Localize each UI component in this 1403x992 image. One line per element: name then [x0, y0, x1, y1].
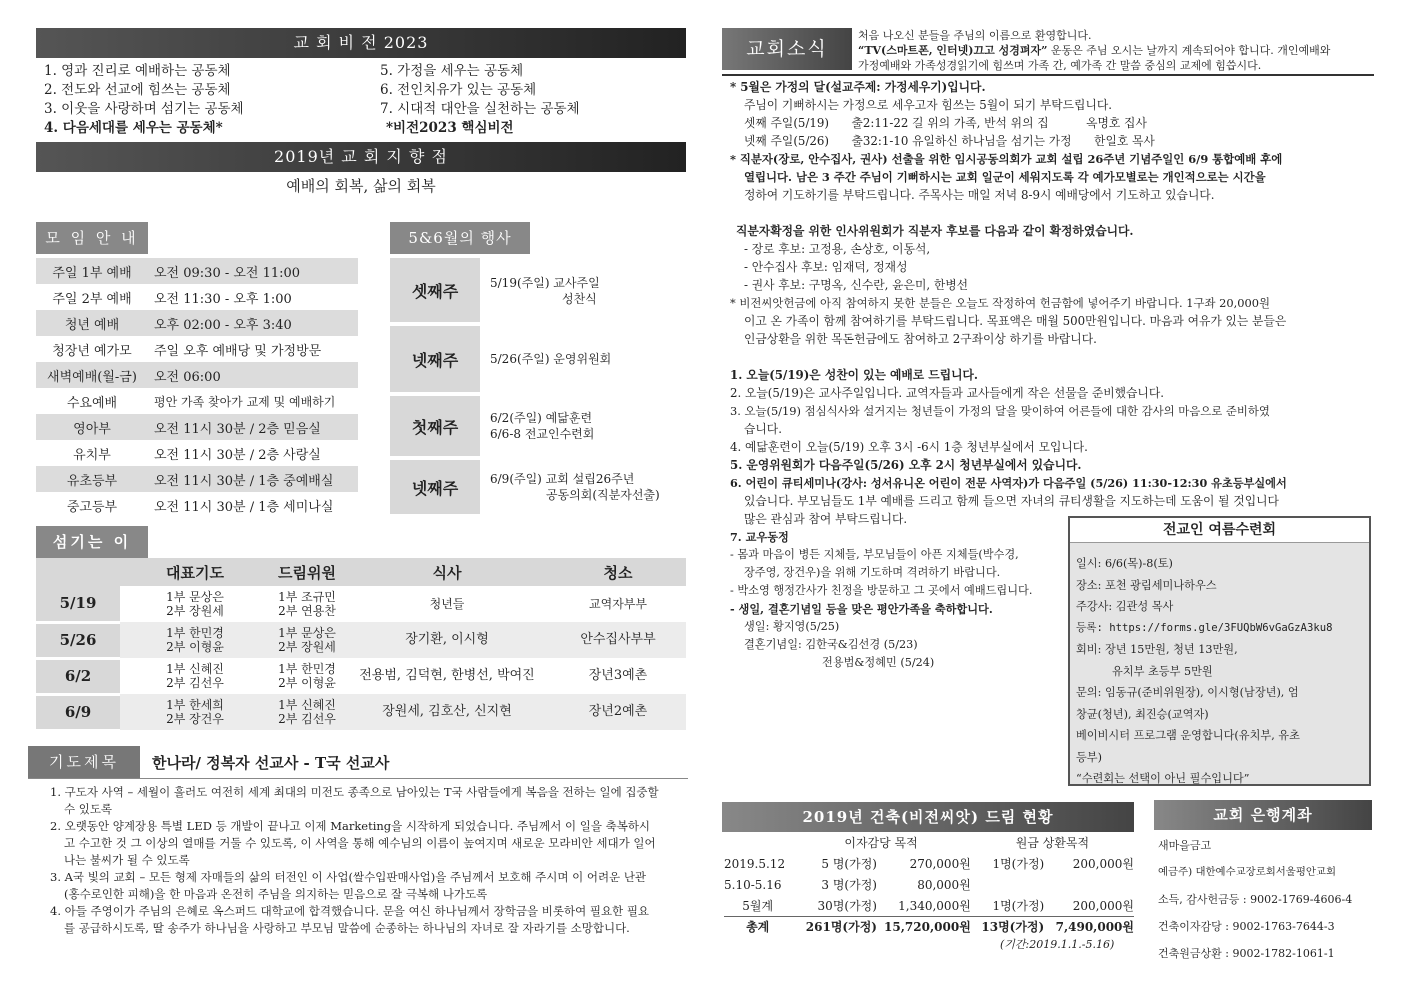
- event-line: 공동의회(직분자선출): [546, 488, 660, 502]
- table-row: [36, 336, 358, 362]
- table-row: [390, 394, 686, 458]
- serve-clean: 안수집사부부: [550, 622, 686, 658]
- news-line: * 5월은 가정의 달(설교주제: 가정세우기)입니다.: [730, 80, 986, 94]
- news-line: 5. 운영위원회가 다음주일(5/26) 오후 2시 청년부실에서 있습니다.: [730, 458, 1082, 472]
- news-line: - 박소영 행정간사가 친정을 방문하고 그 곳에서 예배드립니다.: [730, 584, 1033, 597]
- meeting-time: 오전 11시 30분 / 2층 사랑실: [154, 447, 321, 463]
- news-line: 습니다.: [744, 422, 782, 436]
- header-cell: 드림위원: [270, 558, 344, 586]
- serve-clean: 교역자부부: [589, 597, 647, 611]
- header-cell: 식사: [344, 558, 550, 586]
- principal-count: [971, 874, 1044, 895]
- news-line: 전용범&정혜민 (5/24): [822, 656, 935, 669]
- event-line: 6/2(주일) 예닮훈련: [490, 411, 593, 425]
- name-line: 2부 장원세: [278, 640, 336, 654]
- name-line: 1부 문상은: [278, 626, 336, 640]
- table-row: [724, 916, 1134, 937]
- table-row: [36, 388, 358, 414]
- name-line: 2부 장원세: [166, 604, 224, 618]
- vision-item: 2. 전도와 선교에 힘쓰는 공동체: [44, 82, 231, 98]
- serve-clean: 장년2예촌: [550, 694, 686, 730]
- serve-dream: [270, 586, 344, 622]
- news-line: 이고 온 가족이 함께 참여하기를 부탁드립니다. 목표액은 매월 500만원입니다. 마음과 여유가 있는 분들은: [744, 314, 1287, 328]
- bank-account: 건축이자감당 : 9002-1763-7644-3: [1158, 920, 1335, 933]
- table-header: [36, 558, 686, 586]
- prayer-subject: 한나라/ 정복자 선교사 - T국 선교사: [152, 754, 390, 772]
- serve-date: 5/26: [36, 622, 120, 658]
- event-line: 6/6-8 전교인수련회: [490, 427, 595, 441]
- principal-amount: [1044, 874, 1134, 895]
- news-line: - 몸과 마음이 병든 지체들, 부모님들이 아픈 지체들(박수경,: [730, 548, 1019, 561]
- meeting-time: 주일 오후 예배당 및 가정방문: [154, 343, 322, 359]
- news-line: 직분자확정을 위한 인사위원회가 직분자 후보를 다음과 같이 확정하였습니다.: [736, 224, 1134, 238]
- news-line: * 비전씨앗헌금에 아직 참여하지 못한 분들은 오늘도 작정하여 헌금함에 넣어주기 바랍니다. 1구좌 20,000원: [730, 296, 1271, 310]
- retreat-line: 창균(청년), 최진승(교역자): [1076, 707, 1209, 721]
- interest-amount: 270,000원: [909, 857, 971, 871]
- news-line: 열립니다. 남은 3 주간 주님이 기뻐하시는 교회 일군이 세워지도록 각 예가모별로는 개인적으로는 시간을: [744, 170, 1266, 184]
- serve-meal: 청년들: [429, 597, 465, 611]
- news-line: 주님이 기뻐하시는 가정으로 세우고자 힘쓰는 5월이 되기 부탁드립니다.: [744, 98, 1112, 112]
- meetings-title: 모 임 안 내: [36, 222, 148, 254]
- name-line: 1부 문상은: [166, 590, 224, 604]
- event-detail: [480, 394, 686, 458]
- retreat-title: 전교인 여름수련회: [1070, 518, 1369, 543]
- table-row: [36, 492, 358, 518]
- vision-item: 6. 전인치유가 있는 공동체: [380, 82, 537, 98]
- prayer-title: 기도제목: [28, 746, 140, 778]
- event-line: 5/26(주일) 운영위원회: [490, 352, 612, 366]
- meeting-time: 오전 06:00: [148, 362, 358, 388]
- prayer-item: 4. 아들 주영이가 주님의 은혜로 옥스퍼드 대학교에 합격했습니다. 문을 여신 하나님께서 장학금을 비롯하여 필요한 필요를 공급하시도록, 딸 송주가 하나님을 사랑하고 부모님 말씀에 순종하는 하나님의 자녀로 잘 자라기를 소망합니다.: [50, 904, 650, 935]
- vision-item: 5. 가정을 세우는 공동체: [380, 63, 524, 79]
- serve-table: [36, 558, 686, 732]
- direction-banner: [36, 142, 686, 172]
- table-row: [36, 440, 358, 466]
- event-detail: [480, 324, 686, 394]
- divider: [28, 778, 688, 779]
- meeting-name: 유초등부: [36, 466, 148, 492]
- principal-count: 13명(가정): [971, 916, 1044, 937]
- meeting-time: 평안 가족 찾아가 교제 및 예배하기: [154, 394, 336, 409]
- principal-count: 1명(가정): [992, 898, 1045, 913]
- news-title: 교회소식: [722, 28, 852, 70]
- meeting-time: 오전 11시 30분 / 1층 중예배실: [148, 466, 358, 492]
- news-line: 셋째 주일(5/19) 출2:11-22 길 위의 가족, 반석 위의 집 옥명호 집사: [744, 116, 1147, 130]
- welcome-line: 가정예배와 가족성경읽기에 힘쓰며 가족 간, 예가족 간 말씀 중심의 교제에 힘씁시다.: [858, 59, 1262, 72]
- col-principal: 원금 상환목적: [1015, 836, 1090, 850]
- news-line: 장주영, 장건우)을 위해 기도하며 격려하기 바랍니다.: [744, 566, 1001, 579]
- retreat-line: 일시: 6/6(목)-8(토): [1076, 557, 1173, 570]
- table-row: [390, 324, 686, 394]
- event-line: 6/9(주일) 교회 설립26주년: [490, 472, 635, 486]
- vision-item: 4. 다음세대를 세우는 공동체*: [44, 120, 223, 136]
- interest-count: 261명(가정): [791, 916, 877, 937]
- news-line: 많은 관심과 참여 부탁드립니다.: [744, 512, 908, 526]
- serve-date: 6/2: [36, 658, 120, 694]
- direction-subtitle: 예배의 회복, 삶의 회복: [286, 177, 436, 195]
- building-table: [724, 832, 1134, 937]
- news-line: 2. 오늘(5/19)은 교사주일입니다. 교역자들과 교사들에게 작은 선물을 준비했습니다.: [730, 386, 1164, 400]
- retreat-line: 회비: 장년 15만원, 청년 13만원,: [1076, 643, 1238, 656]
- interest-amount: 1,340,000원: [898, 898, 971, 913]
- table-row: [390, 458, 686, 516]
- table-row: [390, 258, 686, 324]
- serve-date: 5/19: [36, 586, 120, 622]
- name-line: 2부 장건우: [166, 712, 224, 726]
- period: 2019.5.12: [724, 856, 786, 871]
- vision-left-list: [44, 62, 374, 138]
- name-line: 1부 신혜진: [278, 698, 336, 712]
- table-header: [724, 832, 1134, 853]
- meeting-name: 청장년 예가모: [52, 343, 132, 359]
- direction-title: 2019년 교 회 지 향 점: [274, 147, 448, 166]
- principal-amount: 200,000원: [1072, 898, 1134, 913]
- principal-count: 1명(가정): [992, 857, 1045, 871]
- table-row: [36, 414, 358, 440]
- name-line: 2부 연용찬: [278, 604, 336, 618]
- news-spacer: [730, 204, 1375, 222]
- news-line: 3. 오늘(5/19) 점심식사와 설거지는 청년들이 가정의 달을 맞이하여 어른들에 대한 감사의 마음으로 준비하였: [730, 404, 1270, 418]
- serve-prayer: [120, 694, 270, 730]
- events-title: 5&6월의 행사: [390, 222, 530, 254]
- meeting-name: 수요예배: [66, 395, 118, 411]
- retreat-line: 주강사: 김관성 목사: [1076, 600, 1174, 613]
- bank-details: [1158, 832, 1374, 967]
- retreat-details: [1070, 543, 1369, 786]
- name-line: 2부 이형윤: [278, 676, 336, 690]
- prayer-item: 1. 구도자 사역 – 세월이 흘러도 여전히 세계 최대의 미전도 종족으로 남아있는 T국 사람들에게 복음을 전하는 일에 집중할 수 있도록: [50, 785, 659, 816]
- retreat-line: “수련회는 선택이 아닌 필수입니다”: [1076, 772, 1250, 785]
- news-line: 6. 어린이 큐티세미나(강사: 성서유니온 어린이 전문 사역자)가 다음주일 (5/26) 11:30-12:30 유초등부실에서: [730, 476, 1287, 490]
- event-detail: [480, 258, 686, 324]
- news-line: 4. 예닮훈련이 오늘(5/19) 오후 3시 -6시 1층 청년부실에서 모입니다.: [730, 440, 1088, 454]
- serve-meal: 장원세, 김호산, 신지현: [344, 694, 550, 730]
- interest-count: 3 명(가정): [821, 878, 877, 892]
- news-body: [730, 78, 1375, 528]
- name-line: 2부 이형윤: [166, 640, 224, 654]
- event-week: 첫째주: [390, 394, 480, 458]
- prayer-list: [50, 784, 660, 937]
- interest-amount: 15,720,000원: [877, 916, 971, 937]
- table-row: [724, 853, 1134, 874]
- news-line: - 권사 후보: 구명옥, 신수란, 윤은미, 한병선: [744, 278, 969, 292]
- period: 5월계: [742, 898, 774, 913]
- name-line: 1부 한세희: [166, 698, 224, 712]
- meeting-name: 유치부: [73, 447, 111, 463]
- principal-amount: 7,490,000원: [1044, 916, 1134, 937]
- vision-item: 7. 시대적 대안을 실천하는 공동체: [380, 101, 580, 117]
- bank-title: 교회 은행계좌: [1154, 800, 1372, 830]
- vision-right-list: [380, 62, 680, 138]
- serve-prayer: [120, 586, 270, 622]
- table-row: [36, 658, 686, 694]
- table-row: [724, 895, 1134, 916]
- vision-title: 교 회 비 전 2023: [293, 33, 429, 52]
- news-spacer: [730, 348, 1375, 366]
- bank-name: 새마을금고: [1158, 839, 1212, 852]
- name-line: 2부 김선우: [278, 712, 336, 726]
- meeting-name: 주일 1부 예배: [36, 258, 148, 284]
- event-week: 넷째주: [390, 324, 480, 394]
- serve-meal: 장기환, 이시형: [344, 622, 550, 658]
- meetings-table: [36, 258, 358, 518]
- welcome-text: 운동은 주님 오시는 날까지 계속되어야 합니다. 개인예배와: [1047, 44, 1331, 57]
- serve-meal: 전용범, 김덕현, 한병선, 박여진: [359, 668, 535, 683]
- news-welcome: [858, 28, 1373, 73]
- news-line: 7. 교우동정: [730, 530, 789, 544]
- table-row: [36, 310, 358, 336]
- event-week: 넷째주: [390, 458, 480, 516]
- news-line: 있습니다. 부모님들도 1부 예배를 드리고 함께 들으면 자녀의 큐티생활을 지도하는데 도움이 될 것입니다: [744, 494, 1279, 508]
- retreat-line: 문의: 임동규(준비위원장), 이시형(남장년), 엄: [1076, 686, 1299, 699]
- serve-title: 섬기는 이: [36, 526, 148, 558]
- news-line: - 생일, 결혼기념일 등을 맞은 평안가족을 축하합니다.: [730, 602, 993, 616]
- retreat-line: 등부): [1076, 750, 1102, 764]
- news-line: 정하여 기도하기를 부탁드립니다. 주목사는 매일 저녁 8-9시 예배당에서 기도하고 있습니다.: [744, 188, 1215, 202]
- retreat-link[interactable]: 등록: https://forms.gle/3FUQbW6vGaGzA3ku8: [1076, 621, 1333, 634]
- serve-dream: [270, 694, 344, 730]
- news-line: 생일: 황지영(5/25): [744, 620, 840, 633]
- welcome-line: [858, 43, 1373, 58]
- table-row: [36, 362, 358, 388]
- table-row: [724, 874, 1134, 895]
- table-row: [36, 694, 686, 730]
- bank-holder: 예금주) 대한예수교장로회서울평안교회: [1158, 866, 1336, 878]
- news-line: 넷째 주일(5/26) 출32:1-10 유일하신 하나님을 섬기는 가정 한일호 목사: [744, 134, 1155, 148]
- news-line: 1. 오늘(5/19)은 성찬이 있는 예배로 드립니다.: [730, 368, 978, 382]
- name-line: 1부 조규민: [278, 590, 336, 604]
- period: 총계: [724, 916, 791, 937]
- table-row: [36, 284, 358, 310]
- meeting-name: 새벽예배(월-금): [36, 362, 148, 388]
- news-line: 결혼기념일: 김한국&김선경 (5/23): [744, 638, 918, 651]
- retreat-box: [1068, 516, 1371, 786]
- retreat-line: 베이비시터 프로그램 운영합니다(유치부, 유초: [1076, 729, 1300, 742]
- retreat-line: 장소: 포천 광림세미나하우스: [1076, 578, 1217, 592]
- event-detail: [480, 458, 686, 516]
- divider: [722, 74, 1374, 76]
- interest-count: 5 명(가정): [821, 857, 877, 871]
- vision-note: *비전2023 핵심비전: [386, 120, 514, 136]
- name-line: 2부 김선우: [166, 676, 224, 690]
- event-week: 셋째주: [390, 258, 480, 324]
- news-line: - 장로 후보: 고정용, 손상호, 이동석,: [744, 242, 931, 256]
- bank-account: 건축원금상환 : 9002-1782-1061-1: [1158, 947, 1335, 960]
- serve-clean: 장년3예촌: [588, 668, 648, 683]
- header-cell: 대표기도: [120, 558, 270, 586]
- header-cell: [36, 558, 120, 586]
- prayer-item: 2. 오랫동안 양계장용 특별 LED 등 개발이 끝나고 이제 Marketing을 시작하게 되었습니다. 주님께서 이 일을 축복하시고 수고한 것 그 이상의 열매를 거둘 수 있도록, 이 사역을 통해 예수님의 이름이 높여지며 새로운 모라비안 세대가 일어나는 불씨가 될 수 있도록: [50, 819, 656, 867]
- meeting-name: 청년 예배: [36, 310, 148, 336]
- vision-banner: [36, 28, 686, 58]
- vision-item: 1. 영과 진리로 예배하는 공동체: [44, 63, 231, 79]
- vision-item: 3. 이웃을 사랑하며 섬기는 공동체: [44, 101, 244, 117]
- building-title: 2019년 건축(비전씨앗) 드림 현황: [722, 802, 1134, 832]
- events-table: [390, 258, 686, 518]
- name-line: 1부 한민경: [166, 626, 224, 640]
- table-row: [36, 586, 686, 622]
- welcome-campaign: “TV(스마트폰, 인터넷)끄고 성경펴자”: [858, 44, 1048, 57]
- welcome-line: 처음 나오신 분들을 주님의 이름으로 환영합니다.: [858, 29, 1092, 42]
- news-line: * 직분자(장로, 안수집사, 권사) 선출을 위한 임시공동의회가 교회 설립 26주년 기념주일인 6/9 통합예배 후에: [730, 152, 1283, 166]
- principal-amount: 200,000원: [1072, 857, 1134, 871]
- meeting-time: 오전 09:30 - 오전 11:00: [148, 258, 358, 284]
- interest-amount: 80,000원: [917, 878, 971, 892]
- serve-date: 6/9: [36, 694, 120, 730]
- bank-account: 소득, 감사헌금등 : 9002-1769-4606-4: [1158, 893, 1353, 906]
- meeting-time: 오전 11시 30분 / 1층 세미나실: [154, 499, 334, 515]
- name-line: 1부 신혜진: [166, 662, 224, 676]
- news-line: - 안수집사 후보: 임재덕, 정재성: [744, 260, 908, 274]
- meeting-time: 오전 11:30 - 오후 1:00: [154, 291, 292, 307]
- serve-prayer: [120, 658, 270, 694]
- news-line: 인금상환을 위한 목돈헌금에도 참여하고 2구좌이상 하기를 바랍니다.: [744, 332, 1097, 346]
- table-row: [36, 622, 686, 658]
- meeting-name: 주일 2부 예배: [52, 291, 132, 307]
- news-body-2: [730, 528, 1065, 672]
- col-interest: 이자감당 목적: [844, 836, 918, 850]
- meeting-name: 영아부: [36, 414, 148, 440]
- meeting-time: 오전 11시 30분 / 2층 믿음실: [148, 414, 358, 440]
- serve-dream: [270, 658, 344, 694]
- prayer-item: 3. A국 빛의 교회 – 모든 형제 자매들의 삶의 터전인 이 사업(쌀수입판매사업)을 주님께서 보호해 주시며 이 어려운 난관(홍수로인한 피해)을 한 마음과 온전히 주님을 의지하는 믿음으로 잘 극복해 나가도록: [50, 870, 647, 901]
- event-line: 성찬식: [562, 292, 597, 306]
- building-footnote: (기간:2019.1.1.-5.16): [1000, 938, 1115, 951]
- period: 5.10-5.16: [724, 877, 782, 892]
- header-cell: 청소: [550, 558, 686, 586]
- table-row: [36, 466, 358, 492]
- serve-dream: [270, 622, 344, 658]
- meeting-name: 중고등부: [66, 499, 118, 515]
- interest-count: 30명(가정): [817, 898, 877, 913]
- serve-prayer: [120, 622, 270, 658]
- table-row: [36, 258, 358, 284]
- meeting-time: 오후 02:00 - 오후 3:40: [148, 310, 358, 336]
- event-line: 5/19(주일) 교사주일: [490, 276, 600, 290]
- retreat-line: 유치부 초등부 5만원: [1112, 664, 1213, 678]
- name-line: 1부 한민경: [278, 662, 336, 676]
